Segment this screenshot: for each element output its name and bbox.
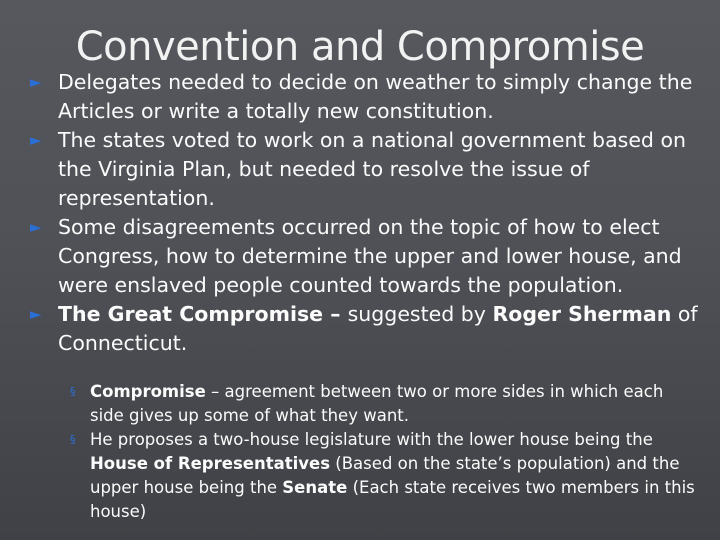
bullet-text: The states voted to work on a national government based on the Virginia Plan, but needed to resolve the issue of representation. [58, 128, 686, 210]
triangle-bullet-icon: ► [30, 218, 42, 236]
bullet-text-fragment: of Connecticut. [58, 302, 698, 355]
sub-bullet-text [90, 380, 700, 428]
sub-bullet-text-fragment: – agreement between two or more sides in which each side gives up some of what they want. [90, 382, 664, 425]
roger-sherman-name: Roger Sherman [492, 302, 672, 326]
bullet-item [30, 126, 700, 213]
bullet-text: Delegates needed to decide on weather to simply change the Articles or write a totally new constitution. [58, 70, 693, 123]
sub-bullet-text-fragment: (Each state receives two members in this house) [90, 478, 695, 521]
great-compromise-term: The Great Compromise [58, 302, 324, 326]
triangle-bullet-icon: ► [30, 131, 42, 149]
dash: – [323, 302, 348, 326]
bullet-text: Some disagreements occurred on the topic of how to elect Congress, how to determine the upper and lower house, and were enslaved people counted towards the population. [58, 215, 682, 297]
slide-title: Convention and Compromise [75, 24, 645, 70]
bullet-item [30, 68, 700, 126]
sub-bullet-text-fragment: (Based on the state’s population) and the upper house being the [90, 454, 680, 497]
section-bullet-icon: § [70, 433, 76, 446]
sub-bullet-text [90, 428, 700, 524]
bullet-item [30, 213, 700, 300]
bullet-item [30, 300, 700, 358]
triangle-bullet-icon: ► [30, 305, 42, 323]
sub-bullet-list [70, 380, 700, 524]
sub-bullet-item [70, 428, 700, 524]
house-of-representatives-term: House of Representatives [90, 454, 331, 473]
section-bullet-icon: § [70, 385, 76, 398]
compromise-term: Compromise [90, 382, 206, 401]
sub-bullet-text-fragment: He proposes a two-house legislature with the lower house being the [90, 430, 653, 449]
triangle-bullet-icon: ► [30, 73, 42, 91]
senate-term: Senate [282, 478, 348, 497]
sub-bullet-item [70, 380, 700, 428]
bullet-text-fragment: suggested by [347, 302, 493, 326]
bullet-text [58, 300, 700, 358]
bullet-list [30, 68, 700, 358]
